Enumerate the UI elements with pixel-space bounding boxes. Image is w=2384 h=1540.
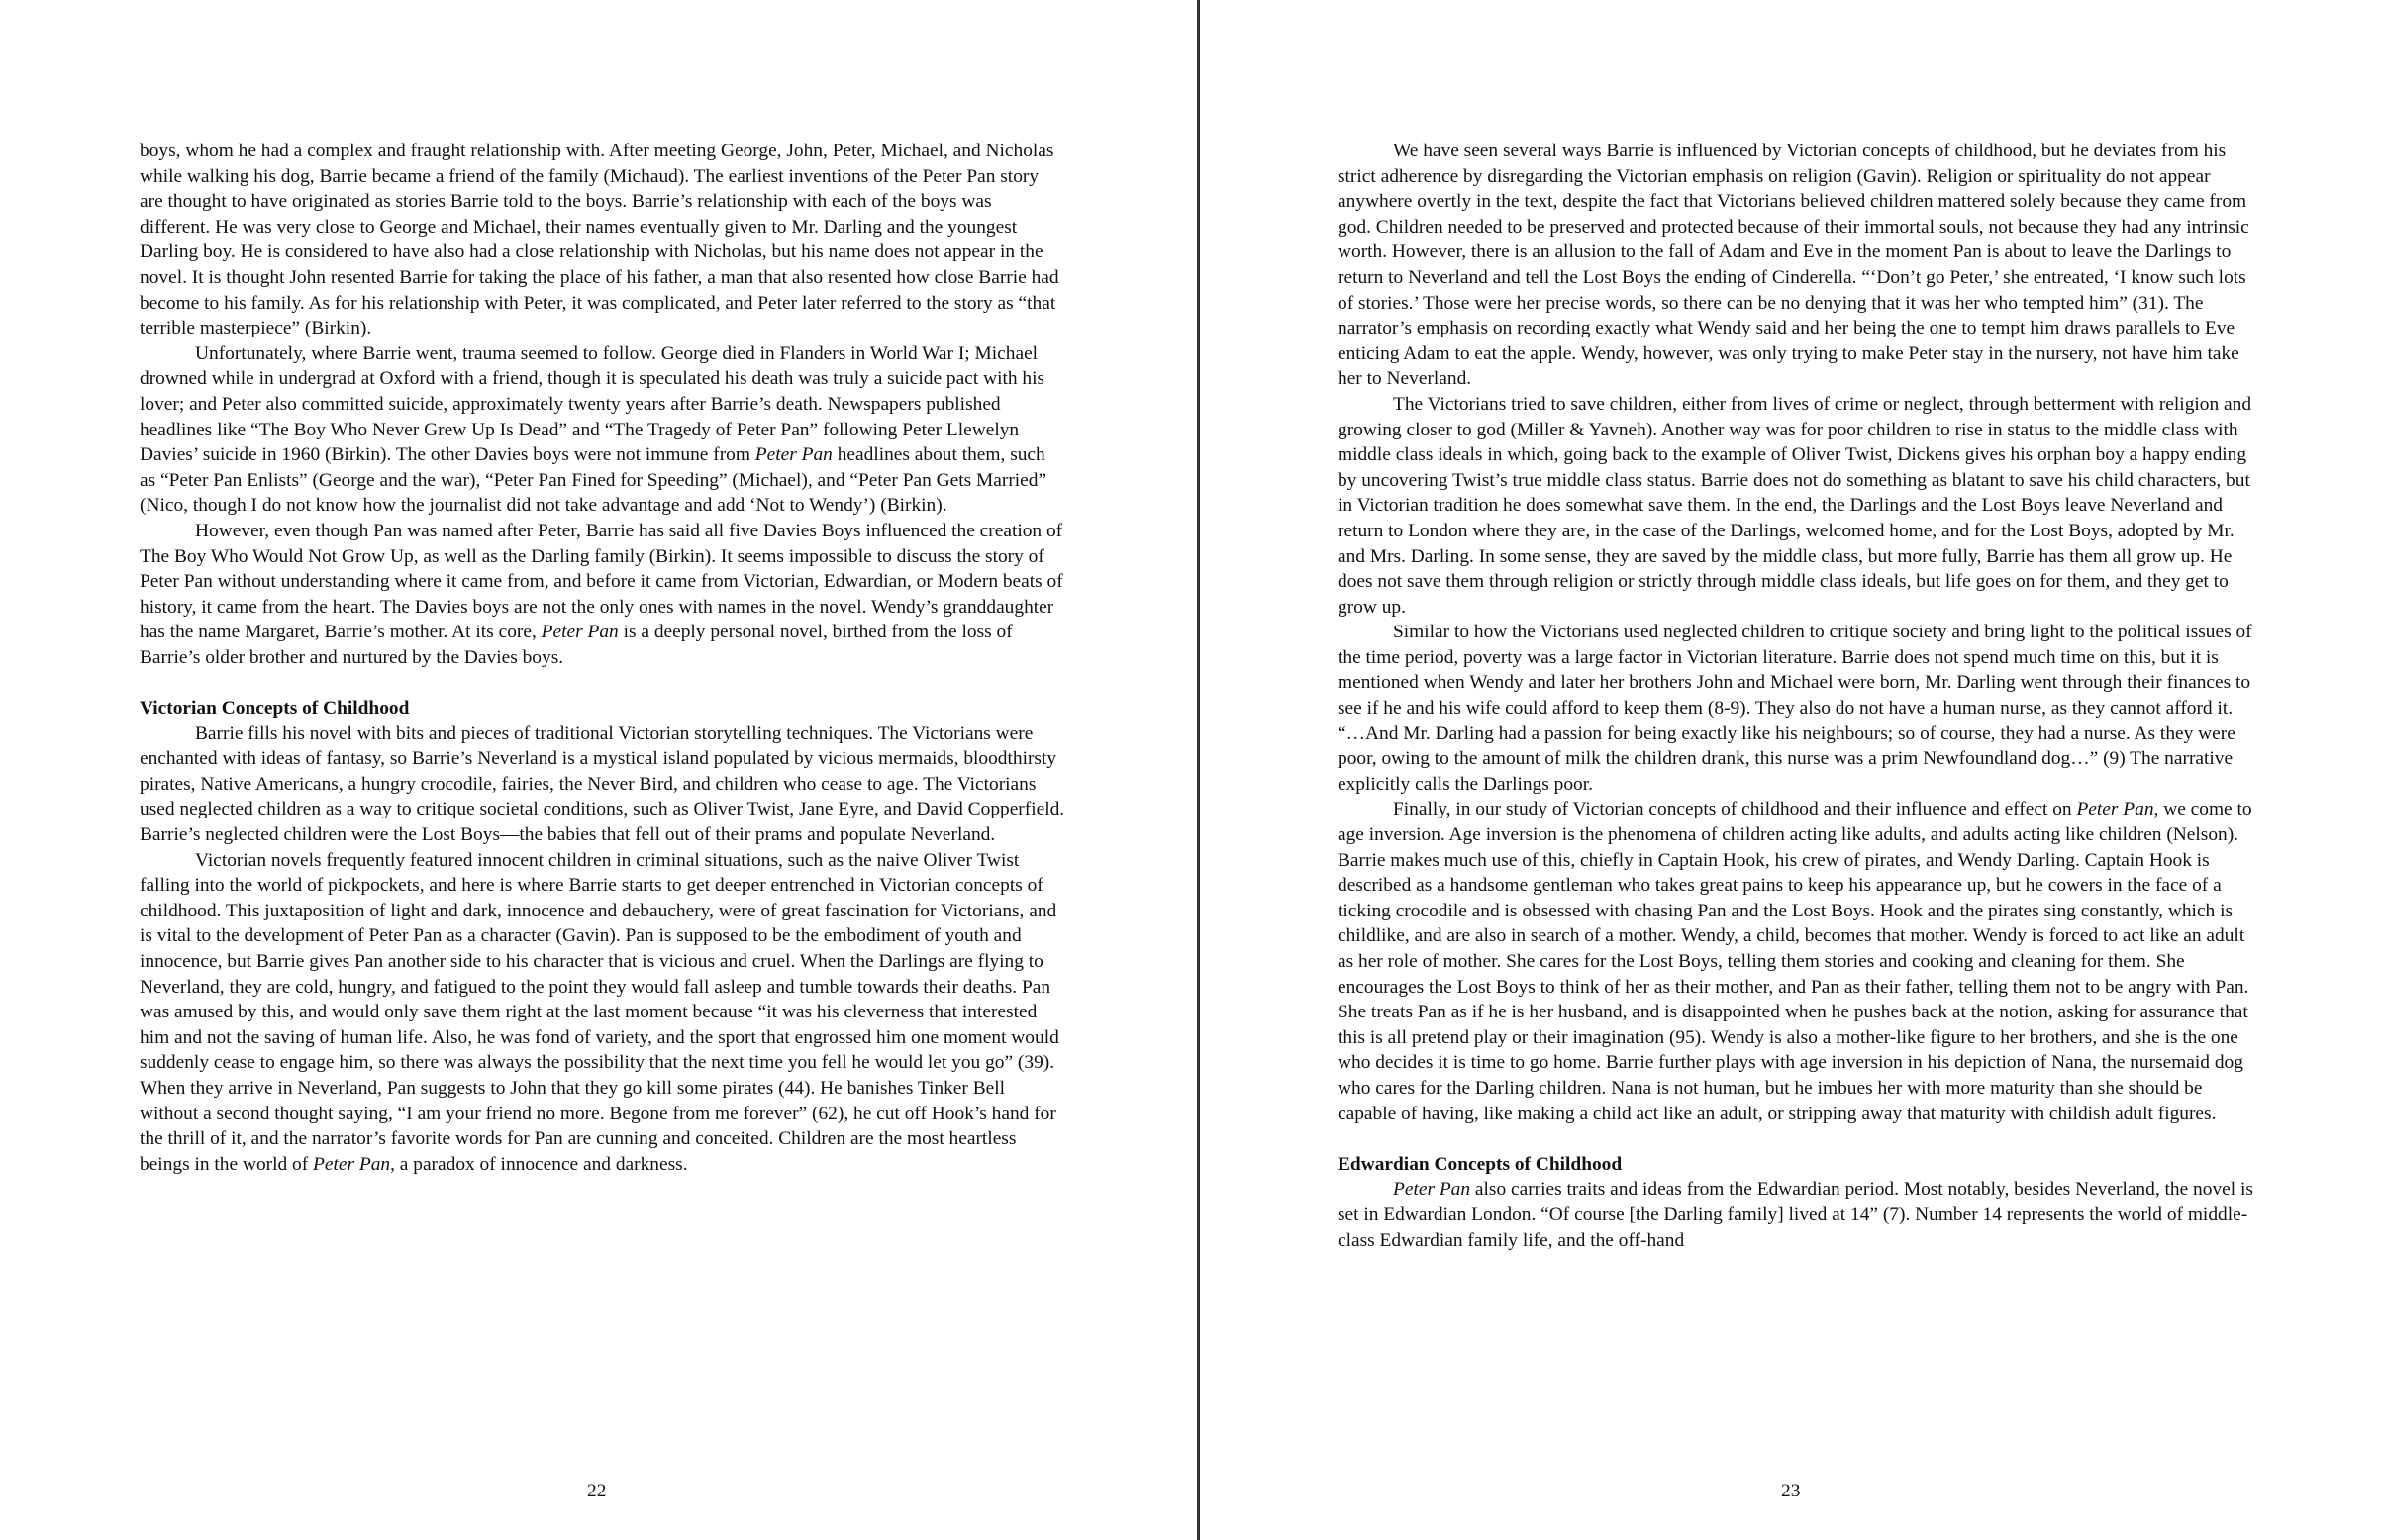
text-run: is a deeply personal novel, birthed from the loss of Barrie’s older brother and nurtured by the Davies boys. (140, 622, 1013, 668)
text-run: headlines about them, such as “Peter Pan Enlists” (George and the war), “Peter Pan Fined for Speeding” (Michael), and “Peter Pan Gets Married” (Nico, though I do not know how the journalist did not take advantage and add ‘Not to Wendy’) (Birkin). (140, 444, 1047, 517)
text-run: boys, whom he had a complex and fraught relationship with. After meeting George, John, Peter, Michael, and Nicholas while walking his dog, Barrie became a friend of the family (Michaud). The earliest inventions of the Peter Pan story are thought to have originated as stories Barrie told to the boys. Barrie’s relationship with each of the boys was different. He was very close to George and Michael, their names eventually given to Mr. Darling and the youngest Darling boy. He is considered to have also had a close relationship with Nicholas, but his name does not appear in the novel. It is thought John resented Barrie for taking the place of his father, a man that also resented how close Barrie had become to his family. As for his relationship with Peter, it was complicated, and Peter later referred to the story as “that terrible masterpiece” (Birkin). (140, 141, 1059, 339)
italic-title: Peter Pan (541, 622, 619, 643)
italic-title: Peter Pan (1393, 1179, 1471, 1201)
left-page-body (140, 139, 1065, 1177)
page-number-right: 23 (1781, 1481, 1801, 1501)
paragraph (1338, 620, 2260, 797)
italic-title: Peter Pan (754, 444, 833, 466)
right-page (1200, 0, 2384, 1540)
paragraph (140, 519, 1065, 671)
text-run: However, even though Pan was named after Peter, Barrie has said all five Davies Boys influenced the creation of The Boy Who Would Not Grow Up, as well as the Darling family (Birkin). It seems impossible to discuss the story of Peter Pan without understanding where it came from, and before it came from Victorian, Edwardian, or Modern beats of history, it came from the heart. The Davies boys are not the only ones with names in the novel. Wendy’s granddaughter has the name Margaret, Barrie’s mother. At its core, (140, 520, 1063, 643)
paragraph (140, 722, 1065, 848)
section-heading-victorian: Victorian Concepts of Childhood (140, 698, 410, 720)
text-run: Unfortunately, where Barrie went, trauma seemed to follow. George died in Flanders in World War I; Michael drowned while in undergrad at Oxford with a friend, though it is speculated his death was truly a suicide pact with his lover; and Peter also committed suicide, approximately twenty years after Barrie’s death. Newspapers published headlines like “The Boy Who Never Grew Up Is Dead” and “The Tragedy of Peter Pan” following Peter Llewelyn Davies’ suicide in 1960 (Birkin). The other Davies boys were not immune from (140, 342, 1045, 466)
text-run: We have seen several ways Barrie is influenced by Victorian concepts of childhood, but he deviates from his strict adherence by disregarding the Victorian emphasis on religion (Gavin). Religion or spirituality do not appear anywhere overtly in the text, despite the fact that Victorians believed children mattered solely because they came from god. Children needed to be preserved and protected because of their immortal souls, not because they had any intrinsic worth. However, there is an allusion to the fall of Adam and Eve in the moment Pan is about to leave the Darlings to return to Neverland and tell the Lost Boys the ending of Cinderella. “‘Don’t go Peter,’ she entreated, ‘I know such lots of stories.’ Those were her precise words, so there can be no denying that it was her who tempted him” (31). The narrator’s emphasis on recording exactly what Wendy said and her being the one to tempt him draws parallels to Eve enticing Adam to eat the apple. Wendy, however, was only trying to make Peter stay in the nursery, not have him take her to Neverland. (1338, 141, 2249, 390)
text-run: Finally, in our study of Victorian concepts of childhood and their influence and effect on (1393, 799, 2077, 820)
paragraph (1338, 1177, 2260, 1253)
paragraph (140, 341, 1065, 519)
left-paragraphs-bottom (140, 722, 1065, 1178)
italic-title: Peter Pan (2076, 799, 2154, 820)
right-page-body (1338, 139, 2260, 1253)
text-run: Barrie fills his novel with bits and pieces of traditional Victorian storytelling techniques. The Victorians were enchanted with ideas of fantasy, so Barrie’s Neverland is a mystical island populated by vicious mermaids, bloodthirsty pirates, Native Americans, a hungry crocodile, fairies, the Never Bird, and children who cease to age. The Victorians used neglected children as a way to critique societal conditions, such as Oliver Twist, Jane Eyre, and David Copperfield. Barrie’s neglected children were the Lost Boys—the babies that fell out of their prams and populate Neverland. (140, 722, 1065, 846)
text-run: Victorian novels frequently featured innocent children in criminal situations, such as the naive Oliver Twist falling into the world of pickpockets, and here is where Barrie starts to get deeper entrenched in Victorian concepts of childhood. This juxtaposition of light and dark, innocence and debauchery, were of great fascination for Victorians, and is vital to the development of Peter Pan as a character (Gavin). Pan is supposed to be the embodiment of youth and innocence, but Barrie gives Pan another side to his character that is vicious and cruel. When the Darlings are flying to Neverland, they are cold, hungry, and fatigued to the point they would fall asleep and tumble towards their deaths. Pan was amused by this, and would only save them right at the last moment because “it was his cleverness that interested him and not the saving of human life. Also, he was fond of variety, and the sport that engrossed him one moment would suddenly cease to engage him, so there was always the possibility that the next time you fell he would let you go” (39). When they arrive in Neverland, Pan suggests to John that they go kill some pirates (44). He banishes Tinker Bell without a second thought saying, “I am your friend no more. Begone from me forever” (62), he cut off Hook’s hand for the thrill of it, and the narrator’s favorite words for Pan are cunning and conceited. Children are the most heartless beings in the world of (140, 849, 1059, 1175)
paragraph (1338, 139, 2260, 392)
left-paragraphs-top (140, 139, 1065, 670)
right-paragraphs-bottom (1338, 1177, 2260, 1253)
paragraph (140, 139, 1065, 341)
text-run: Similar to how the Victorians used neglected children to critique society and bring light to the political issues of the time period, poverty was a large factor in Victorian literature. Barrie does not spend much time on this, but it is mentioned when Wendy and later her brothers John and Michael were born, Mr. Darling went through their finances to see if he and his wife could afford to keep them (8-9). They also do not have a human nurse, as they cannot afford it. “…And Mr. Darling had a passion for being exactly like his neighbours; so of course, they had a nurse. As they were poor, owing to the amount of milk the children drank, this nurse was a prim Newfoundland dog…” (9) The narrative explicitly calls the Darlings poor. (1338, 622, 2252, 795)
paragraph (140, 848, 1065, 1178)
paragraph (1338, 797, 2260, 1126)
italic-title: Peter Pan (313, 1153, 391, 1175)
page-number-left: 22 (587, 1481, 607, 1501)
text-run: , a paradox of innocence and darkness. (390, 1153, 688, 1175)
section-heading-edwardian: Edwardian Concepts of Childhood (1338, 1153, 1623, 1175)
paragraph (1338, 392, 2260, 620)
text-run: , we come to age inversion. Age inversion is the phenomena of children acting like adults, and adults acting like children (Nelson). Barrie makes much use of this, chiefly in Captain Hook, his crew of pirates, and Wendy Darling. Captain Hook is described as a handsome gentleman who takes great pains to keep his appearance up, but he cowers in the face of a ticking crocodile and is obsessed with chasing Pan and the Lost Boys. Hook and the pirates sing constantly, which is childlike, and are also in search of a mother. Wendy, a child, becomes that mother. Wendy is forced to act like an adult as her role of mother. She cares for the Lost Boys, telling them stories and cooking and cleaning for them. She encourages the Lost Boys to think of her as their mother, and Pan as their father, telling them not to be angry with Pan. She treats Pan as if he is her husband, and is disappointed when he pushes back at the notion, asking for assurance that this is all pretend play or their imagination (95). Wendy is also a mother-like figure to her brothers, and she is the one who decides it is time to go home. Barrie further plays with age inversion in his depiction of Nana, the nursemaid dog who cares for the Darling children. Nana is not human, but he imbues her with more maturity than she should be capable of having, like making a child act like an adult, or stripping away that maturity with childish adult figures. (1338, 799, 2252, 1124)
right-paragraphs-top (1338, 139, 2260, 1126)
text-run: The Victorians tried to save children, either from lives of crime or neglect, through betterment with religion and growing closer to god (Miller & Yavneh). Another way was for poor children to rise in status to the middle class with middle class ideals in which, going back to the example of Oliver Twist, Dickens gives his orphan boy a happy ending by uncovering Twist’s true middle class status. Barrie does not do something as blatant to save his child characters, but in Victorian tradition he does somewhat save them. In the end, the Darlings and the Lost Boys leave Neverland and return to London where they are, in the case of the Darlings, welcomed home, and for the Lost Boys, adopted by Mr. and Mrs. Darling. In some sense, they are saved by the middle class, but more fully, Barrie has them all grow up. He does not save them through religion or strictly through middle class ideals, but life goes on for them, and they get to grow up. (1338, 393, 2252, 618)
text-run: also carries traits and ideas from the Edwardian period. Most notably, besides Neverland, the novel is set in Edwardian London. “Of course [the Darling family] lived at 14” (7). Number 14 represents the world of middle-class Edwardian family life, and the off-hand (1338, 1179, 2253, 1251)
